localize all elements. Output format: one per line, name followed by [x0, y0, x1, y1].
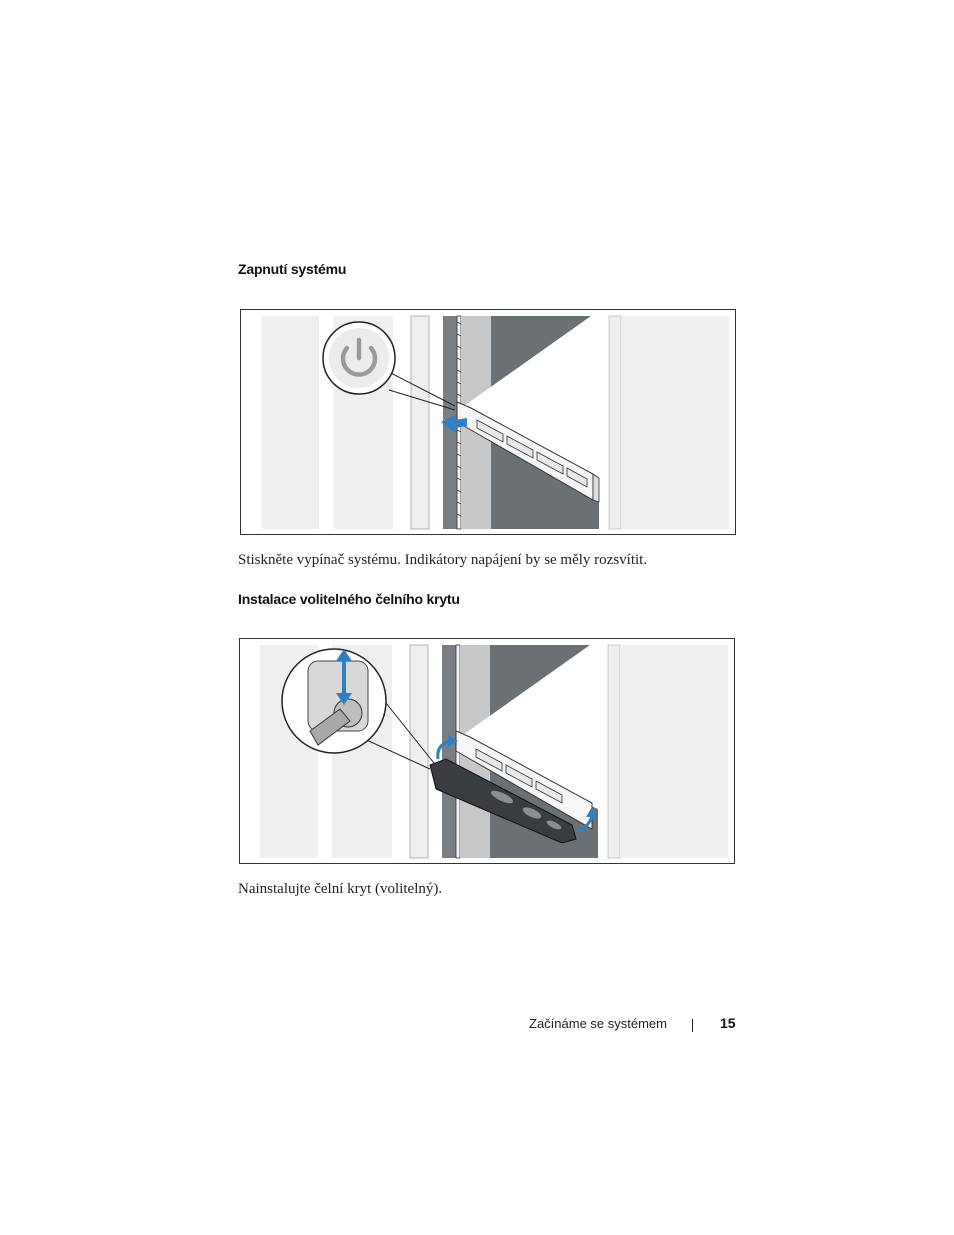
caption-bezel: Nainstalujte čelní kryt (volitelný). — [238, 881, 443, 897]
section-heading-power-on: Zapnutí systému — [238, 261, 347, 277]
footer-chapter-title: Začínáme se systémem — [529, 1016, 667, 1031]
figure-power-button — [240, 309, 736, 535]
caption-power-on: Stiskněte vypínač systému. Indikátory napájení by se měly rozsvítit. — [238, 552, 648, 568]
section-heading-bezel: Instalace volitelného čelního krytu — [238, 591, 460, 607]
figure-bezel-install — [239, 638, 735, 864]
power-button-illustration — [241, 310, 735, 534]
footer-separator — [692, 1019, 693, 1032]
bezel-illustration — [240, 639, 734, 863]
page-number: 15 — [720, 1015, 736, 1031]
